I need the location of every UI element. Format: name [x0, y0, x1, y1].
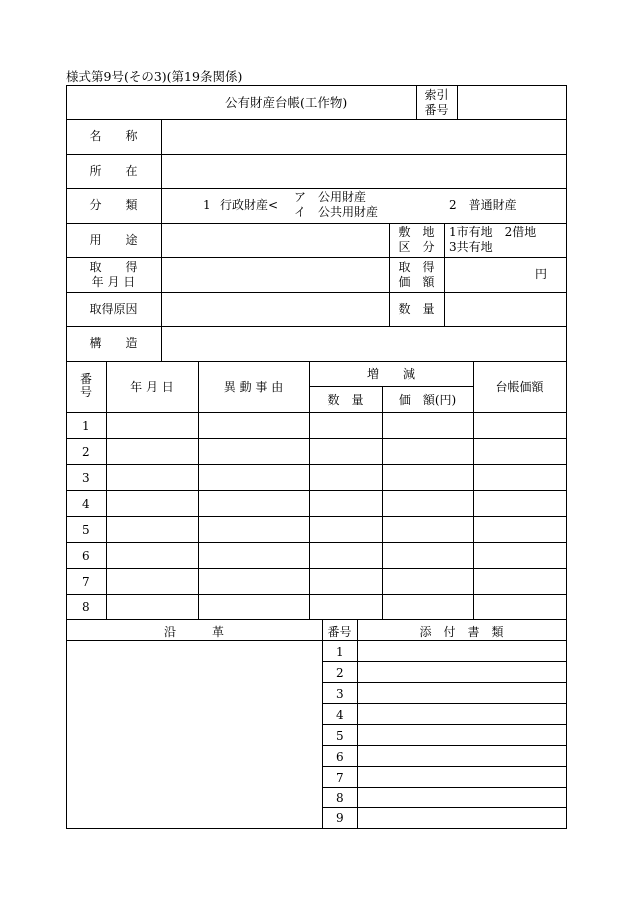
table-row-number: 2	[82, 445, 90, 459]
quantity-label: 数 量	[398, 302, 435, 316]
row-line	[66, 542, 566, 543]
row-line	[66, 361, 566, 362]
row-line	[66, 292, 566, 293]
row-line	[66, 326, 566, 327]
row-line	[66, 464, 566, 465]
attach-row-number: 8	[336, 791, 344, 805]
attach-row-number: 9	[336, 811, 344, 825]
attach-row-number: 6	[336, 750, 344, 764]
acq-price-label-1: 取 得	[398, 260, 435, 274]
index-label-1: 索引	[424, 88, 449, 102]
attach-docs-header: 添 付 書 類	[419, 625, 504, 639]
use-label: 用 途	[89, 233, 138, 247]
acq-reason-label: 取得原因	[89, 302, 138, 316]
class-option1-label: 行政財産<	[220, 198, 279, 212]
table-row-number: 7	[82, 575, 90, 589]
site-options-2: 3共有地	[449, 240, 493, 254]
label-divider	[161, 119, 162, 361]
acq-price-label-2: 価 額	[398, 275, 435, 289]
row-line	[66, 490, 566, 491]
attach-row-number: 4	[336, 708, 344, 722]
col-ledger-value-header: 台帳価額	[495, 380, 544, 394]
index-label-2: 番号	[424, 103, 449, 117]
form-number: 様式第9号(その3)(第19条関係)	[66, 69, 243, 84]
class-sub-a: ア 公用財産	[294, 190, 367, 204]
acq-price-unit: 円	[535, 267, 548, 281]
classification-label: 分 類	[89, 198, 138, 212]
name-label: 名 称	[89, 129, 138, 143]
attach-row-number: 7	[336, 771, 344, 785]
col-line	[382, 386, 383, 619]
row-line	[322, 724, 566, 725]
col-date-header: 年 月 日	[130, 380, 174, 394]
ledger-title: 公有財産台帳(工作物)	[225, 95, 348, 110]
table-row-number: 1	[82, 419, 90, 433]
row-line	[66, 412, 566, 413]
attach-number-header: 番号	[327, 625, 352, 639]
use-field[interactable]	[164, 226, 386, 254]
col-change-header: 増 減	[366, 367, 415, 381]
row-line	[66, 568, 566, 569]
table-row-number: 3	[82, 471, 90, 485]
row-line	[66, 119, 566, 120]
quantity-field[interactable]	[447, 295, 563, 323]
row-line	[322, 745, 566, 746]
frame-left	[66, 85, 67, 828]
title-box-top	[66, 85, 566, 86]
site-options-1: 1市有地 2借地	[449, 225, 537, 239]
row-line	[322, 703, 566, 704]
site-label-1: 敷 地	[398, 225, 435, 239]
row-line	[66, 438, 566, 439]
row-line	[322, 787, 566, 788]
structure-label: 構 造	[89, 336, 138, 350]
history-header: 沿 革	[163, 625, 224, 639]
col-price-header: 価 額(円)	[398, 393, 457, 407]
attach-row-number: 2	[336, 666, 344, 680]
sub-divider	[444, 223, 445, 326]
index-divider-2	[457, 85, 458, 119]
row-line	[66, 223, 566, 224]
col-reason-header: 異 動 事 由	[223, 380, 284, 394]
col-number-header: 番号	[79, 372, 92, 399]
row-line	[66, 516, 566, 517]
frame-right	[566, 85, 567, 828]
class-option2: 2 普通財産	[449, 198, 517, 212]
acq-date-label-1: 取 得	[89, 260, 138, 274]
row-line	[66, 188, 566, 189]
col-quantity-header: 数 量	[327, 393, 364, 407]
history-field[interactable]	[69, 643, 319, 825]
acq-reason-field[interactable]	[164, 295, 386, 323]
row-line	[66, 594, 566, 595]
structure-field[interactable]	[164, 329, 562, 358]
table-row-number: 8	[82, 600, 90, 614]
row-line	[322, 682, 566, 683]
location-label: 所 在	[89, 164, 138, 178]
frame-bottom	[66, 828, 567, 829]
attach-row-number: 5	[336, 729, 344, 743]
row-line	[322, 807, 566, 808]
table-row-number: 6	[82, 549, 90, 563]
attach-row-number: 1	[336, 645, 344, 659]
sub-header-line	[309, 386, 473, 387]
row-line	[322, 766, 566, 767]
class-sub-b: イ 公共用財産	[294, 205, 379, 219]
row-line	[322, 661, 566, 662]
row-line	[66, 619, 566, 620]
row-line	[66, 257, 566, 258]
index-number-field[interactable]	[460, 88, 560, 116]
acq-date-field[interactable]	[164, 260, 386, 289]
site-label-2: 区 分	[398, 240, 435, 254]
name-field[interactable]	[164, 122, 562, 151]
table-row-number: 4	[82, 497, 90, 511]
acq-date-label-2: 年 月 日	[91, 275, 136, 289]
attach-row-number: 3	[336, 687, 344, 701]
row-line	[66, 154, 566, 155]
class-option1-number: 1	[203, 198, 211, 212]
section-header-line	[66, 640, 566, 641]
table-row-number: 5	[82, 523, 90, 537]
location-field[interactable]	[164, 157, 562, 185]
